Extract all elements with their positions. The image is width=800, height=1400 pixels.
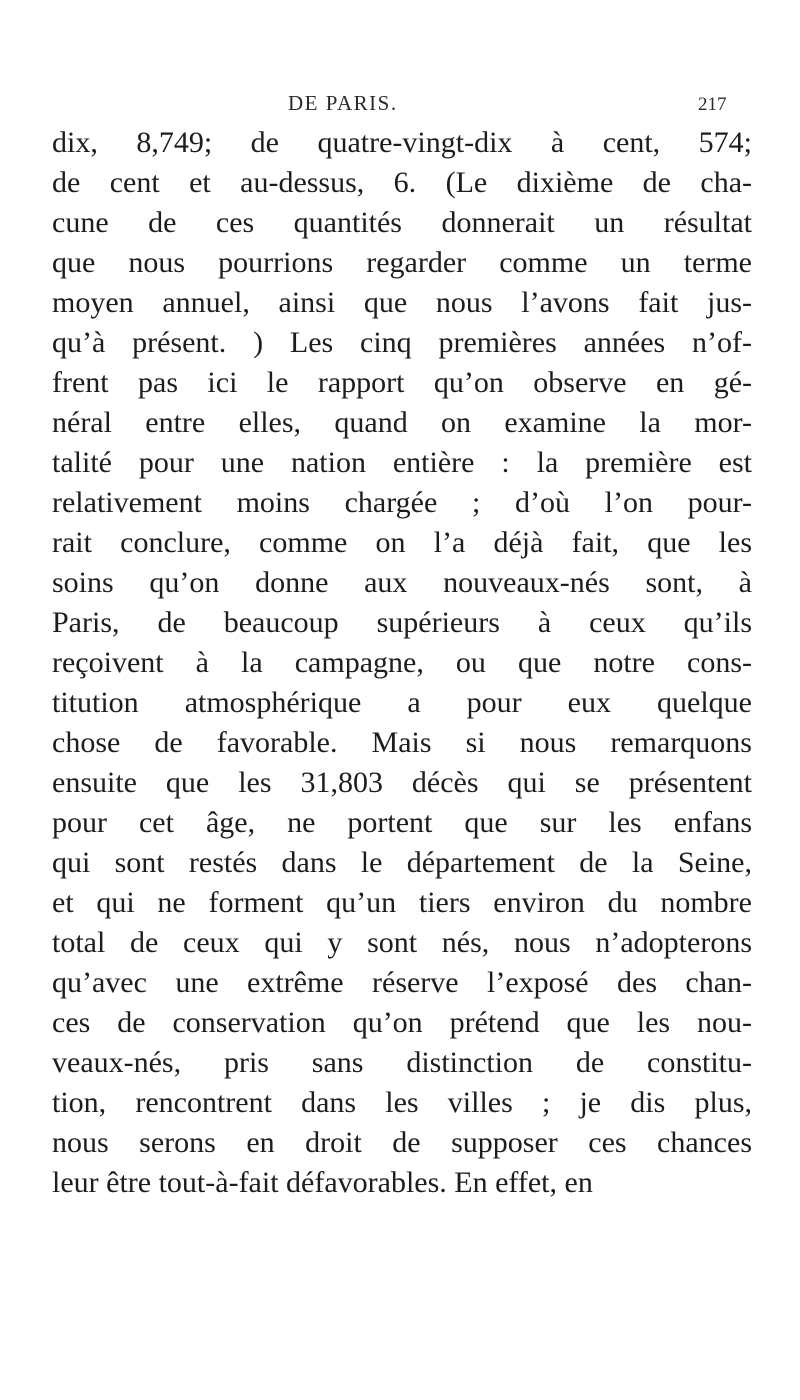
text-line: que nous pourrions regarder comme un terme — [52, 246, 752, 279]
text-line: ensuite que les 31,803 décès qui se présentent — [52, 766, 752, 799]
text-line: cune de ces quantités donnerait un résultat — [52, 206, 752, 239]
text-line: de cent et au-dessus, 6. (Le dixième de cha- — [52, 166, 752, 199]
text-line: qu’à présent. ) Les cinq premières années n’of- — [52, 326, 752, 359]
page-number: 217 — [698, 94, 727, 115]
text-line: chose de favorable. Mais si nous remarquons — [52, 726, 752, 759]
text-line: tion, rencontrent dans les villes ; je dis plus, — [52, 1086, 752, 1119]
text-line: talité pour une nation entière : la première est — [52, 446, 752, 479]
text-line: moyen annuel, ainsi que nous l’avons fait jus- — [52, 286, 752, 319]
text-line: Paris, de beaucoup supérieurs à ceux qu’ils — [52, 606, 752, 639]
text-line: leur être tout-à-fait défavorables. En effet, en — [52, 1166, 593, 1199]
text-line: dix, 8,749; de quatre-vingt-dix à cent, 574; — [52, 126, 752, 159]
text-line: ces de conservation qu’on prétend que les nou- — [52, 1006, 752, 1039]
text-line: pour cet âge, ne portent que sur les enfans — [52, 806, 752, 839]
text-line: rait conclure, comme on l’a déjà fait, que les — [52, 526, 752, 559]
text-line: qu’avec une extrême réserve l’exposé des chan- — [52, 966, 752, 999]
text-line: reçoivent à la campagne, ou que notre cons- — [52, 646, 752, 679]
text-line: relativement moins chargée ; d’où l’on pour- — [52, 486, 752, 519]
body-text — [52, 123, 752, 1203]
text-line: nous serons en droit de supposer ces chances — [52, 1126, 752, 1159]
text-line: veaux-nés, pris sans distinction de constitu- — [52, 1046, 752, 1079]
text-line: qui sont restés dans le département de la Seine, — [52, 846, 752, 879]
text-line: et qui ne forment qu’un tiers environ du nombre — [52, 886, 752, 919]
text-line: titution atmosphérique a pour eux quelque — [52, 686, 752, 719]
text-line: soins qu’on donne aux nouveaux-nés sont, à — [52, 566, 752, 599]
text-line: néral entre elles, quand on examine la mor- — [52, 406, 752, 439]
text-line: frent pas ici le rapport qu’on observe en gé- — [52, 366, 752, 399]
text-line: total de ceux qui y sont nés, nous n’adopterons — [52, 926, 752, 959]
running-title: DE PARIS. — [288, 91, 398, 115]
